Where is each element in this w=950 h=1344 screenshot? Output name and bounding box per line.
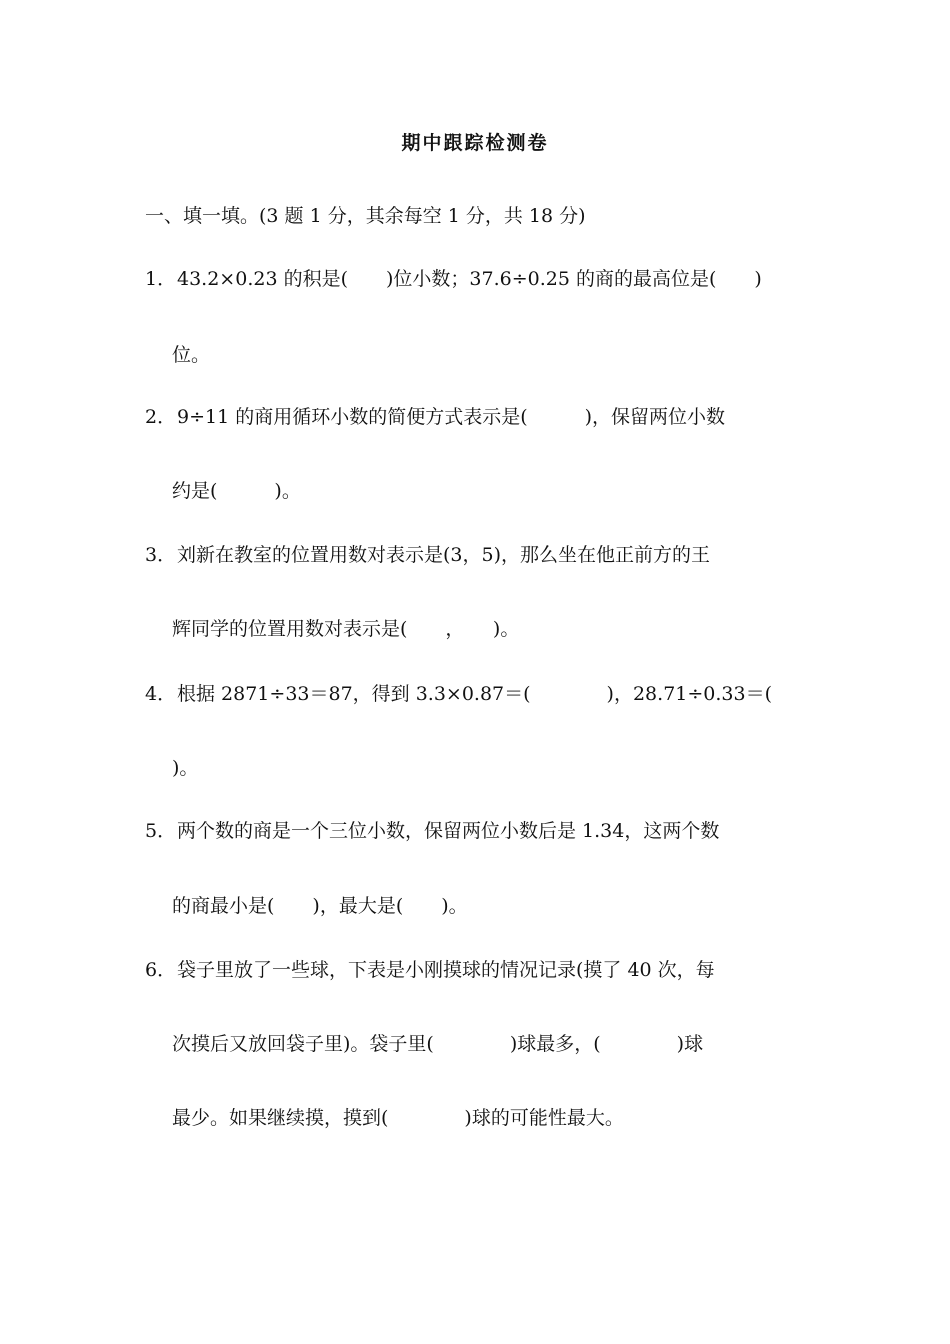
question-number: 2．	[145, 406, 177, 428]
question-1-line-2: 位。	[172, 344, 211, 366]
question-number: 5．	[145, 820, 177, 842]
question-5-line-1	[145, 816, 719, 846]
question-6-line-1	[145, 955, 715, 985]
question-2-line-2: 约是( )。	[172, 480, 301, 502]
question-6-line-3: 最少。如果继续摸，摸到( )球的可能性最大。	[172, 1107, 624, 1129]
question-4-line-2: )。	[172, 757, 199, 779]
question-text: 刘新在教室的位置用数对表示是(3，5)，那么坐在他正前方的王	[177, 544, 711, 566]
question-text: 9÷11 的商用循环小数的简便方式表示是( )，保留两位小数	[177, 406, 726, 428]
question-text: 两个数的商是一个三位小数，保留两位小数后是 1.34，这两个数	[177, 820, 720, 842]
question-number: 1．	[145, 268, 177, 290]
question-text: 根据 2871÷33＝87，得到 3.3×0.87＝( )，28.71÷0.33＝(	[177, 683, 773, 705]
question-3-line-2: 辉同学的位置用数对表示是( ， )。	[172, 618, 520, 640]
question-2-line-1	[145, 402, 725, 432]
question-5-line-2: 的商最小是( )，最大是( )。	[172, 895, 468, 917]
page-title: 期中跟踪检测卷	[401, 132, 549, 154]
question-text: 袋子里放了一些球，下表是小刚摸球的情况记录(摸了 40 次，每	[177, 959, 715, 981]
question-6-line-2: 次摸后又放回袋子里)。袋子里( )球最多，( )球	[172, 1033, 704, 1055]
question-text: 43.2×0.23 的积是( )位小数；37.6÷0.25 的商的最高位是( )	[177, 268, 762, 290]
question-4-line-1	[145, 679, 772, 709]
section-heading: 一、填一填。(3 题 1 分，其余每空 1 分，共 18 分)	[145, 205, 586, 227]
question-number: 4．	[145, 683, 177, 705]
question-number: 6．	[145, 959, 177, 981]
question-1-line-1	[145, 264, 762, 294]
question-number: 3．	[145, 544, 177, 566]
question-3-line-1	[145, 540, 710, 570]
